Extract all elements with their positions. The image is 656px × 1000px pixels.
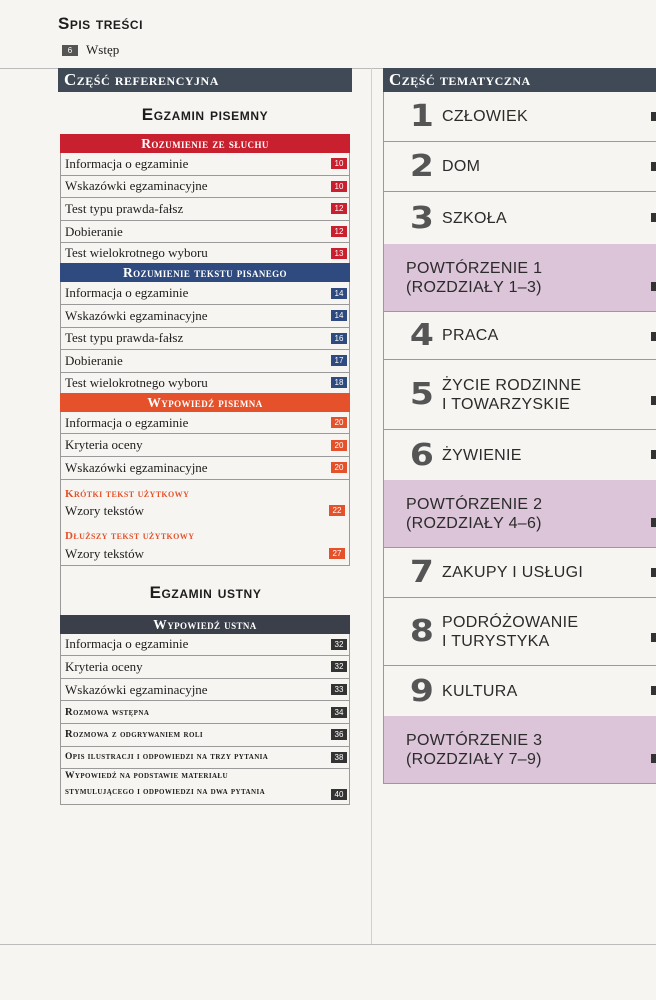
page-number: 20 [331, 440, 347, 451]
review-range: (ROZDZIAŁY 7–9) [406, 750, 542, 768]
page-number: 20 [331, 462, 347, 473]
chapter-number: 6 [409, 437, 435, 473]
chapter-item[interactable] [384, 312, 656, 360]
section-listening: Rozumienie ze słuchu [60, 134, 350, 153]
chapter-number: 7 [409, 555, 435, 590]
toc-row[interactable] [61, 634, 349, 657]
page-number: 14 [331, 288, 347, 299]
toc-row[interactable] [61, 243, 349, 263]
entry-label: Informacja o egzaminie [65, 155, 189, 171]
toc-row[interactable] [61, 282, 349, 305]
entry-label: Kryteria oceny [65, 658, 143, 674]
page-title: Spis treści [58, 14, 143, 33]
review-range: (ROZDZIAŁY 1–3) [406, 278, 542, 296]
chapter-label: ŻYWIENIE [442, 446, 522, 464]
chapter-number: 1 [409, 99, 435, 134]
chapter-number: 9 [409, 673, 435, 709]
subsection-title: Krótki tekst użytkowy [65, 487, 190, 500]
intro-entry[interactable] [62, 42, 119, 58]
section-reading: Rozumienie tekstu pisanego [60, 263, 350, 282]
speaking-list [60, 634, 350, 806]
toc-row[interactable] [61, 724, 349, 747]
entry-label: Test wielokrotnego wyboru [65, 245, 208, 261]
chapter-item[interactable] [384, 598, 656, 666]
review-item[interactable] [384, 244, 656, 312]
edge-marker [651, 162, 656, 171]
chapter-label: DOM [442, 158, 481, 175]
entry-label: Opis ilustracji i odpowiedzi na trzy pytania [65, 752, 269, 763]
chapter-label-line: I TURYSTYKA [442, 632, 550, 650]
oral-exam-title: Egzamin ustny [60, 565, 350, 615]
chapter-label: KULTURA [442, 682, 518, 700]
entry-label: Wzory tekstów [65, 502, 145, 518]
page-number: 20 [331, 417, 347, 428]
page-number: 18 [331, 377, 347, 388]
reading-list [60, 282, 350, 392]
entry-label-line: Wypowiedź na podstawie materiału [65, 771, 228, 782]
entry-label: Wskazówki egzaminacyjne [65, 681, 208, 697]
chapter-number: 5 [409, 377, 435, 412]
bottom-divider [0, 944, 656, 945]
section-writing: Wypowiedź pisemna [60, 393, 350, 412]
toc-row[interactable] [61, 350, 349, 373]
page-number: 12 [331, 226, 347, 237]
entry-label: Informacja o egzaminie [65, 285, 189, 301]
chapter-item[interactable] [384, 360, 656, 430]
review-item[interactable] [384, 480, 656, 548]
entry-label: Rozmowa z odgrywaniem roli [65, 729, 204, 741]
edge-marker [651, 282, 656, 291]
page-number: 40 [331, 789, 347, 800]
chapter-number: 3 [409, 200, 435, 236]
part-header-reference: Część referencyjna [58, 68, 352, 92]
review-item[interactable] [384, 716, 656, 784]
chapter-label [442, 613, 578, 651]
entry-label: Dobieranie [65, 223, 123, 239]
chapter-item[interactable] [384, 92, 656, 142]
edge-marker [651, 568, 656, 577]
short-text-block [60, 480, 350, 521]
entry-label: Kryteria oceny [65, 437, 143, 453]
toc-row[interactable] [61, 153, 349, 176]
review-title: POWTÓRZENIE 1 [406, 259, 543, 277]
chapter-number: 8 [409, 614, 435, 649]
page-number: 32 [331, 639, 347, 650]
page-number: 14 [331, 310, 347, 321]
listening-list [60, 153, 350, 263]
toc-row[interactable] [61, 328, 349, 351]
writing-list [60, 412, 350, 480]
chapter-number: 4 [409, 318, 435, 353]
entry-label: Dobieranie [65, 352, 123, 368]
toc-row[interactable] [61, 221, 349, 244]
entry-label: Wzory tekstów [65, 545, 145, 561]
page-number: 38 [331, 752, 347, 763]
toc-row[interactable] [61, 305, 349, 328]
page-number: 36 [331, 729, 347, 740]
edge-marker [651, 450, 656, 459]
chapter-label-line: PODRÓŻOWANIE [442, 613, 579, 631]
edge-marker [651, 754, 656, 763]
entry-label-line: stymulującego i odpowiedzi na dwa pytania [65, 787, 266, 798]
edge-marker [651, 686, 656, 695]
toc-row[interactable] [61, 747, 349, 770]
reference-part [58, 68, 352, 805]
page-number: 10 [331, 158, 347, 169]
chapter-label: ZAKUPY I USŁUGI [442, 564, 584, 581]
chapter-label: PRACA [442, 327, 499, 344]
toc-row[interactable] [65, 501, 345, 521]
subsection-title: Dłuższy tekst użytkowy [65, 529, 195, 542]
review-range: (ROZDZIAŁY 4–6) [406, 514, 542, 532]
entry-label: Wskazówki egzaminacyjne [65, 178, 208, 194]
toc-row[interactable] [61, 701, 349, 724]
toc-row[interactable] [61, 769, 349, 805]
chapter-item[interactable] [384, 192, 656, 244]
chapter-label-line: I TOWARZYSKIE [442, 395, 571, 413]
section-speaking: Wypowiedź ustna [60, 615, 350, 634]
page-number: 13 [331, 248, 347, 259]
review-title: POWTÓRZENIE 2 [406, 495, 543, 513]
page-number: 34 [331, 707, 347, 718]
toc-row[interactable] [61, 176, 349, 199]
page-number: 17 [331, 355, 347, 366]
page-number: 6 [62, 45, 78, 56]
chapter-item[interactable] [384, 430, 656, 480]
chapter-list [383, 92, 656, 784]
entry-label: Test typu prawda-fałsz [65, 200, 184, 216]
entry-label: Test typu prawda-fałsz [65, 330, 184, 346]
chapter-label [442, 376, 581, 414]
toc-row[interactable] [61, 198, 349, 221]
entry-label: Test wielokrotnego wyboru [65, 374, 208, 390]
page-number: 12 [331, 203, 347, 214]
entry-label: Informacja o egzaminie [65, 414, 189, 430]
entry-label: Informacja o egzaminie [65, 636, 189, 652]
edge-marker [651, 112, 656, 121]
chapter-label: CZŁOWIEK [442, 108, 528, 125]
chapter-number: 2 [409, 149, 435, 184]
review-title: POWTÓRZENIE 3 [406, 731, 543, 749]
page-number: 22 [329, 505, 345, 516]
part-header-thematic: Część tematyczna [383, 68, 656, 92]
toc-row[interactable] [65, 543, 345, 565]
page-number: 33 [331, 684, 347, 695]
entry-label [65, 768, 265, 800]
chapter-label: SZKOŁA [442, 209, 507, 227]
column-divider [371, 68, 372, 944]
page-number: 27 [329, 548, 345, 559]
page-number: 10 [331, 181, 347, 192]
entry-label: Wskazówki egzaminacyjne [65, 307, 208, 323]
written-exam-title: Egzamin pisemny [141, 105, 269, 124]
long-text-block [60, 521, 350, 565]
toc-row[interactable] [61, 457, 349, 480]
toc-row[interactable] [61, 434, 349, 457]
entry-label: Rozmowa wstępna [65, 706, 150, 718]
chapter-item[interactable] [384, 666, 656, 716]
toc-row[interactable] [61, 656, 349, 679]
chapter-item[interactable] [384, 548, 656, 598]
edge-marker [651, 332, 656, 341]
entry-label: Wstęp [86, 42, 120, 57]
edge-marker [651, 633, 656, 642]
entry-label: Wskazówki egzaminacyjne [65, 459, 208, 475]
chapter-item[interactable] [384, 142, 656, 192]
toc-row[interactable] [61, 679, 349, 702]
page-number: 16 [331, 333, 347, 344]
toc-row[interactable] [61, 373, 349, 393]
chapter-label-line: ŻYCIE RODZINNE [442, 376, 582, 394]
edge-marker [651, 396, 656, 405]
toc-row[interactable] [61, 412, 349, 435]
edge-marker [651, 518, 656, 527]
page-number: 32 [331, 661, 347, 672]
thematic-part [383, 68, 656, 784]
edge-marker [651, 213, 656, 222]
